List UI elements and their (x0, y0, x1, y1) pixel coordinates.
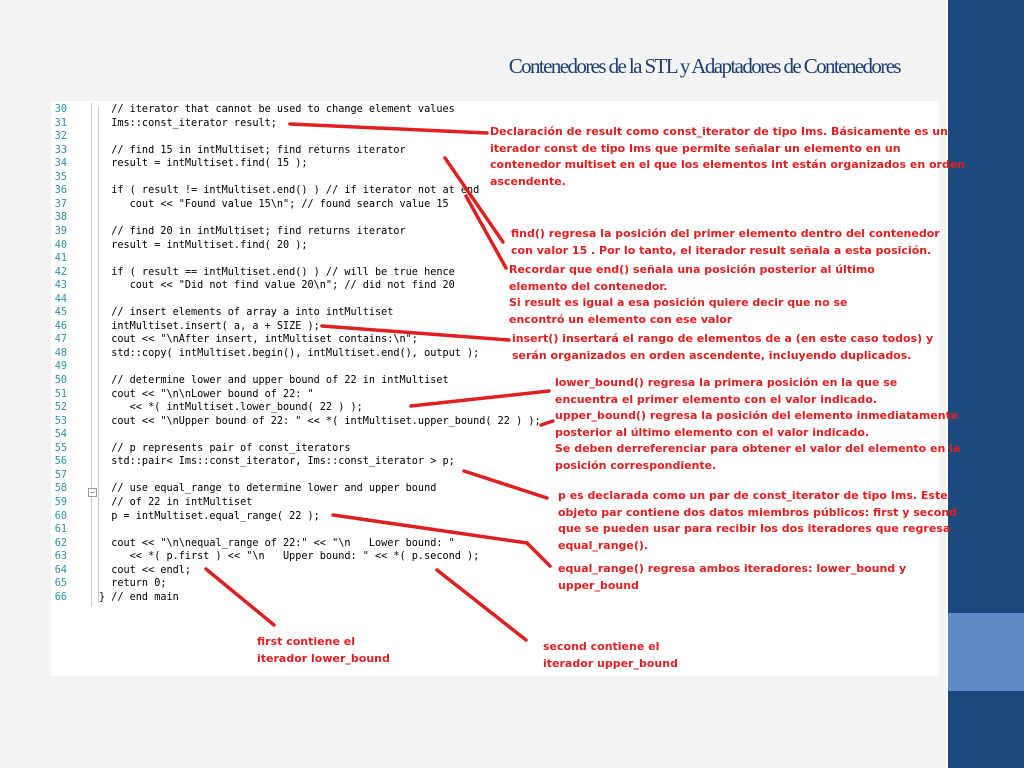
code-text: if ( result == intMultiset.end() ) // will be true hence (99, 266, 455, 278)
code-text: cout << "Found value 15\n"; // found search value 15 (99, 198, 449, 210)
line-number: 55 (54, 442, 67, 454)
line-number: 46 (54, 320, 67, 332)
line-number: 40 (54, 239, 67, 251)
arrow-equal-range-a (333, 515, 527, 543)
code-text: cout << "\nAfter insert, intMultiset contains:\n"; (99, 334, 418, 346)
line-number: 36 (54, 185, 67, 197)
line-number: 39 (54, 225, 67, 237)
code-text: std::pair< Ims::const_iterator, Ims::const_iterator > p; (99, 456, 455, 468)
line-number: 30 (54, 104, 67, 115)
line-number: 53 (54, 415, 67, 427)
code-text: intMultiset.insert( a, a + SIZE ); (99, 320, 320, 332)
line-number: 34 (54, 158, 67, 170)
code-text: cout << "\nUpper bound of 22: " << *( intMultiset.upper_bound( 22 ) ); (99, 415, 541, 427)
line-number: 50 (54, 375, 67, 386)
line-number: 43 (54, 280, 67, 292)
note-bounds: lower_bound() regresa la primera posición en la que se encuentra el primer elemento con el valor indicado. upper_bound() regresa la posición del elemento inmediatamente posterior al último elemento con el valor indicado. Se deben derreferenciar para obtener el valor del elemento en la posición correspondiente. (555, 376, 961, 472)
line-number: 31 (54, 117, 67, 129)
note-insert: insert() insertará el rango de elementos de a (en este caso todos) y serán organizados en orden ascendente, incluyendo duplicados. (512, 332, 934, 362)
line-number: 58 (54, 483, 67, 495)
arrow-pair (464, 471, 547, 498)
code-text: // use equal_range to determine lower and upper bound (99, 483, 437, 495)
slide-title: Contenedores de la STL y Adaptadores de Contenedores (508, 54, 900, 78)
code-text: // determine lower and upper bound of 22 in intMultiset (99, 375, 449, 386)
line-number: 51 (54, 388, 67, 400)
code-text: // find 15 in intMultiset; find returns iterator (99, 144, 406, 156)
line-number: 56 (54, 456, 67, 468)
line-number: 57 (54, 469, 67, 481)
line-number: 41 (54, 253, 67, 265)
line-number: 35 (54, 171, 67, 183)
line-number: 32 (54, 131, 67, 143)
code-text: cout << "\n\nLower bound of 22: " (99, 388, 314, 400)
line-number: 52 (54, 402, 67, 414)
line-number: 65 (54, 578, 67, 590)
collapse-icon[interactable]: − (88, 488, 97, 497)
code-text: result = intMultiset.find( 20 ); (99, 239, 308, 251)
code-text: cout << "\n\nequal_range of 22:" << "\n Lower bound: " (99, 537, 455, 549)
note-end: Recordar que end() señala una posición posterior al último elemento del contenedor. Si result es igual a esa posición quiere decir que no se encontró un elemento con ese valor (509, 263, 875, 326)
line-number: 61 (54, 524, 67, 536)
line-number: 37 (54, 198, 67, 210)
line-number: 49 (54, 361, 67, 373)
code-text: << *( intMultiset.lower_bound( 22 ) ); (99, 402, 363, 414)
line-number: 54 (54, 429, 67, 441)
line-number: 33 (54, 144, 67, 156)
line-number: 42 (54, 266, 67, 278)
arrow-insert (322, 326, 509, 340)
note-second: second contiene el iterador upper_bound (543, 640, 678, 670)
line-number: 48 (54, 347, 67, 359)
code-text: // p represents pair of const_iterators (99, 442, 351, 454)
line-number: 62 (54, 537, 67, 549)
line-number: 38 (54, 212, 67, 224)
note-find: find() regresa la posición del primer elemento dentro del contenedor con valor 15 . Por lo tanto, el iterador result señala a esta posición. (511, 227, 940, 257)
code-text: } // end main (99, 591, 179, 603)
code-text: cout << endl; (99, 564, 192, 576)
code-text: result = intMultiset.find( 15 ); (99, 158, 308, 170)
note-result-declaration: Declaración de result como const_iterator de tipo Ims. Básicamente es un iterador const de tipo Ims que permite señalar un elemento en un contenedor multiset en el que los elementos int están organizados en orden ascendente. (490, 125, 966, 188)
line-number: 44 (54, 293, 67, 305)
arrow-second (437, 570, 526, 640)
code-text: << *( p.first ) << "\n Upper bound: " << *( p.second ); (99, 551, 480, 563)
note-pair: p es declarada como un par de const_iterator de tipo Ims. Este objeto par contiene dos datos miembros públicos: first y second que se pueden usar para recibir los dos iteradores que regresa equal_range(). (558, 489, 958, 552)
code-text: // iterator that cannot be used to change element values (99, 104, 455, 115)
code-text: // find 20 in intMultiset; find returns iterator (99, 225, 406, 237)
line-number: 63 (54, 551, 67, 563)
arrow-upper-bound (541, 421, 553, 425)
line-number: 59 (54, 496, 67, 508)
arrow-result-decl (290, 124, 487, 133)
code-text: // insert elements of array a into intMultiset (99, 307, 394, 319)
note-equal-range: equal_range() regresa ambos iteradores: lower_bound y upper_bound (558, 562, 907, 592)
arrow-equal-range-b (527, 543, 550, 566)
arrow-end (466, 196, 506, 268)
code-text: // of 22 in intMultiset (99, 496, 253, 508)
arrow-lower-bound (411, 391, 549, 406)
line-number: 45 (54, 307, 67, 319)
code-text: cout << "Did not find value 20\n"; // did not find 20 (99, 280, 455, 292)
code-text: std::copy( intMultiset.begin(), intMultiset.end(), output ); (99, 347, 480, 359)
code-text: if ( result != intMultiset.end() ) // if iterator not at end (99, 185, 480, 197)
line-number: 60 (54, 510, 67, 522)
line-number: 47 (54, 334, 67, 346)
note-first: first contiene el iterador lower_bound (257, 635, 390, 665)
code-text: p = intMultiset.equal_range( 22 ); (99, 510, 320, 522)
code-text: return 0; (99, 578, 167, 590)
line-number: 66 (54, 591, 67, 603)
arrow-first (206, 569, 274, 625)
code-text: Ims::const_iterator result; (99, 117, 277, 129)
line-number: 64 (54, 564, 67, 576)
